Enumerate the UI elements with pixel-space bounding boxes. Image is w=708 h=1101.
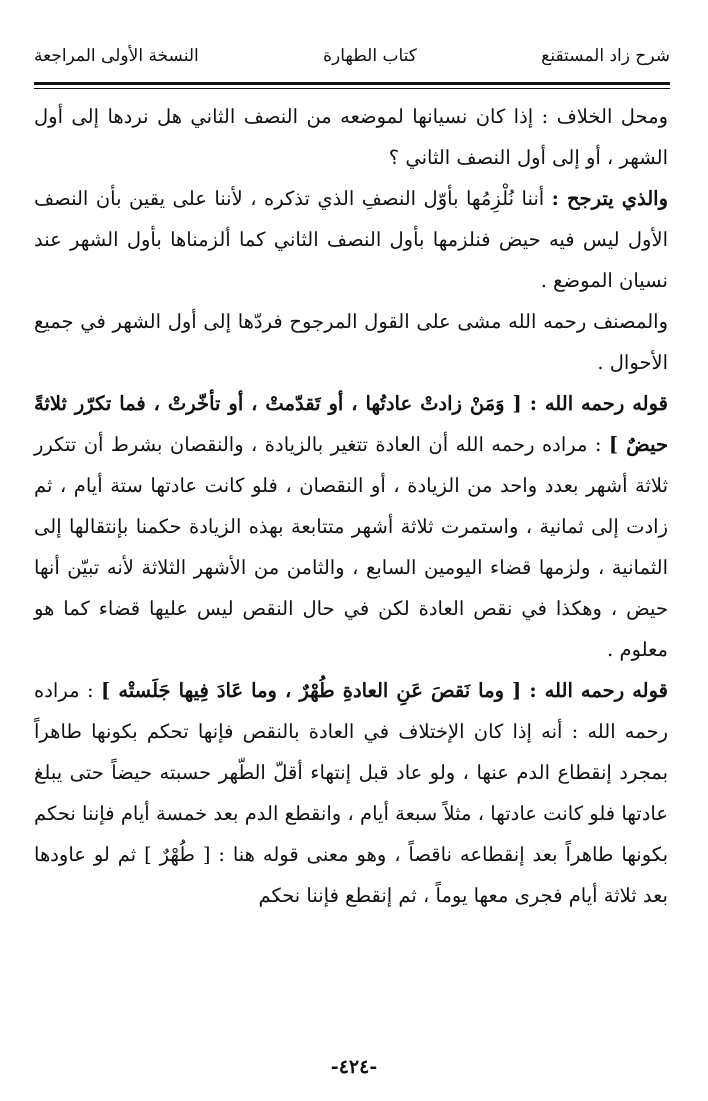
- header-edition: النسخة الأولى المراجعة: [34, 46, 199, 66]
- header-chapter: كتاب الطهارة: [323, 46, 417, 66]
- paragraph-5-text: : مراده رحمه الله : أنه إذا كان الإختلاف في العادة بالنقص فإنها تحكم بكونها طاهراً بمجرد إنقطاع الدم عنها ، ولو عاد قبل إنتهاء أقلّ الطّهر حسبته حيضاً حتى يبلغ عادتها فلو كانت عادتها ، مثلاً سبعة أيام ، وانقطع الدم بعد خمسة أيام فإننا نحكم بكونها طاهراً بعد إنقطاعه ناقصاً ، وهو معنى قوله هنا : [ طُهْرٌ ] ثم لو عاودها بعد ثلاثة أيام فجرى معها يوماً ، ثم إنقطع فإننا نحكم: [34, 679, 668, 907]
- header-rule-thin: [34, 88, 670, 89]
- paragraph-3: والمصنف رحمه الله مشى على القول المرجوح فردّها إلى أول الشهر في جميع الأحوال .: [34, 310, 668, 374]
- paragraph-4-text: : مراده رحمه الله أن العادة تتغير بالزيادة ، والنقصان بشرط أن تتكرر ثلاثة أشهر بعدد واحد من الزيادة ، أو النقصان ، فلو كانت عادتها ستة أيام ، ثم زادت إلى ثمانية ، واستمرت ثلاثة أشهر متتابعة بهذه الزيادة حكمنا بإنتقالها إلى الثمانية ، ولزمها قضاء اليومين السابع ، والثامن من الأشهر الثلاثة لأنه تبيّن أنها حيض ، وهكذا في نقص العادة لكن في حال النقص ليس عليها قضاء كما هو معلوم .: [34, 433, 668, 661]
- paragraph-1: ومحل الخلاف : إذا كان نسيانها لموضعه من النصف الثاني هل نردها إلى أول الشهر ، أو إلى أول النصف الثاني ؟: [34, 105, 668, 169]
- paragraph-4: [34, 383, 668, 670]
- header-book-title: شرح زاد المستقنع: [541, 46, 670, 66]
- header-rule-thick: [34, 82, 670, 85]
- page-number: -٤٢٤-: [330, 1056, 378, 1078]
- running-header: [34, 38, 670, 74]
- paragraph-5: [34, 670, 668, 916]
- page-body: [34, 96, 668, 916]
- paragraph-2: [34, 178, 668, 301]
- paragraph-4-lead: قوله رحمه الله : [ وَمَنْ زادتْ عادتُها ، أو تَقدّمتْ ، أو تأخّرتْ ، فما تكرّر ثلاثةً حيضٌ ]: [34, 392, 669, 456]
- paragraph-2-text: أننا نُلْزِمُها بأوّل النصفِ الذي تذكره ، لأننا على يقين بأن النصف الأول ليس فيه حيض فنلزمها بأول النصف الثاني كما ألزمناها بأول الشهر عند نسيان الموضع .: [34, 187, 668, 292]
- paragraph-2-lead: والذي يترجح :: [551, 187, 669, 210]
- paragraph-5-lead: قوله رحمه الله : [ وما نَقصَ عَنِ العادةِ طُهْرٌ ، وما عَادَ فِيها جَلَستْه ]: [101, 679, 668, 702]
